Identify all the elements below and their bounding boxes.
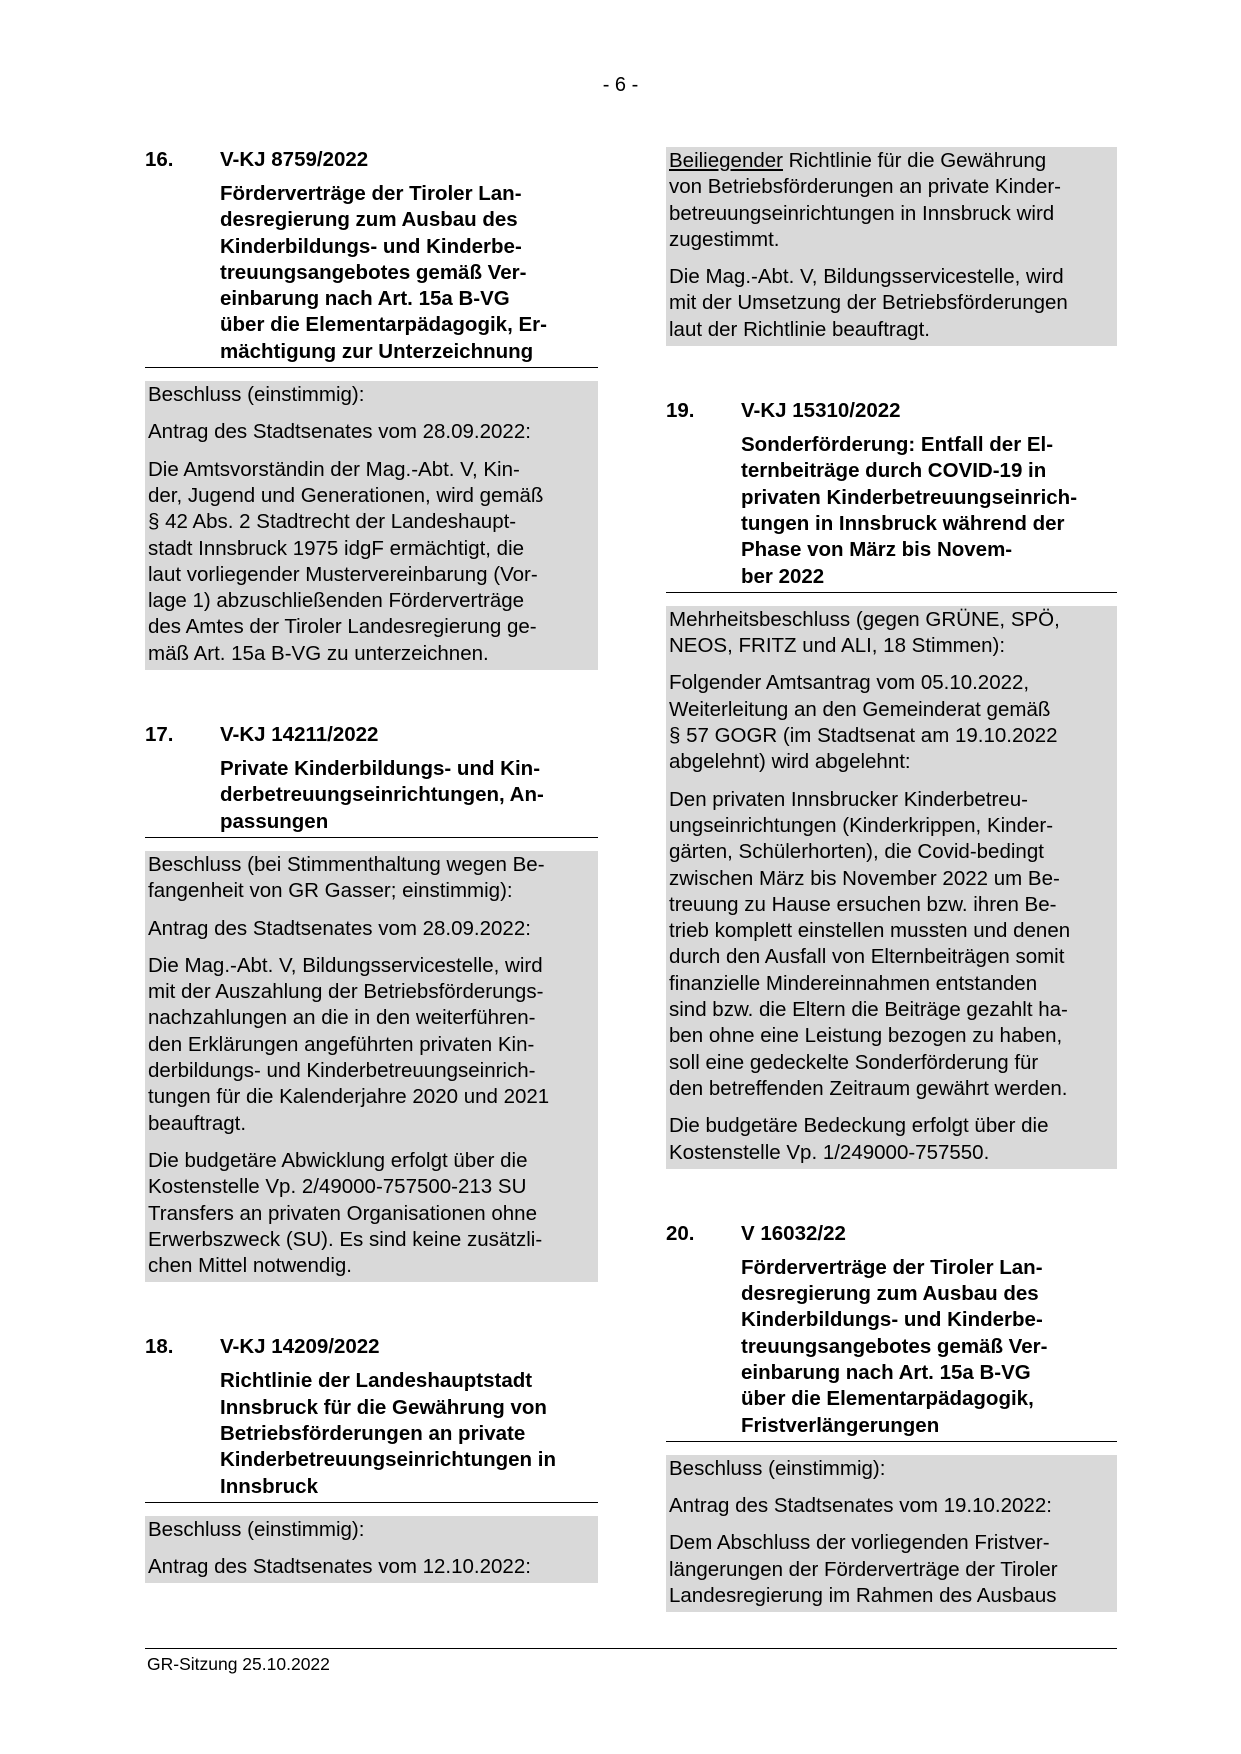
item-code: V-KJ 15310/2022 [741, 399, 901, 423]
footer: GR-Sitzung 25.10.2022 [147, 1654, 330, 1674]
paragraph: Antrag des Stadtsenates vom 19.10.2022: [669, 1494, 1052, 1518]
title-line: mächtigung zur Unterzeichnung [220, 339, 534, 363]
agenda-item-19 [666, 398, 1117, 1169]
footer-rule [145, 1648, 1117, 1649]
title-line: Betriebsförderungen an private [220, 1421, 526, 1445]
paragraph: Dem Abschluss der vorliegenden Fristver- längerungen der Förderverträge der Tiroler Landesregierung im Rahmen des Ausbaus [669, 1531, 1058, 1608]
title-line: Kinderbetreuungseinrichtungen in [220, 1448, 556, 1472]
title-line: treuungsangebotes gemäß Ver- [220, 260, 527, 284]
paragraph: Den privaten Innsbrucker Kinderbetreu- ungseinrichtungen (Kinderkrippen, Kinder- gärten, Schülerhorten), die Covid-bedingt zwischen März bis November 2022 um Be- treuung zu Hause ersuchen bzw. ihren Be- trieb komplett einstellen mussten und denen durch den Ausfall von Elternbeiträgen somit finanzielle Mindereinnahmen entstanden sind bzw. die Eltern die Beiträge gezahlt ha- ben ohne eine Leistung bezogen zu haben, soll eine gedeckelte Sonderförderung für den betreffenden Zeitraum gewährt werden. [669, 787, 1071, 1100]
paragraph: Die budgetäre Bedeckung erfolgt über die Kostenstelle Vp. 1/249000-757550. [669, 1114, 1049, 1164]
title-line: einbarung nach Art. 15a B-VG [741, 1360, 1031, 1384]
title-line: ber 2022 [741, 564, 825, 588]
decision-box [666, 1455, 1117, 1612]
item-header [145, 722, 598, 748]
item-number: 18. [145, 1335, 174, 1359]
title-line: Kinderbildungs- und Kinderbe- [741, 1308, 1043, 1332]
title-line: Innsbruck [220, 1474, 318, 1498]
item-number: 19. [666, 399, 695, 423]
paragraph: Beschluss (bei Stimmenthaltung wegen Be- fangenheit von GR Gasser; einstimmig): [148, 852, 545, 903]
title-line: desregierung zum Ausbau des [741, 1282, 1039, 1306]
agenda-item-18-continued [666, 147, 1117, 346]
item-title [741, 1255, 1117, 1441]
item-header [145, 147, 598, 173]
title-line: desregierung zum Ausbau des [220, 208, 518, 232]
item-title [741, 432, 1117, 592]
item-header [666, 1221, 1117, 1247]
title-rule [145, 1502, 598, 1503]
paragraph: Mehrheitsbeschluss (gegen GRÜNE, SPÖ, NEOS, FRITZ und ALI, 18 Stimmen): [669, 607, 1060, 658]
title-line: Förderverträge der Tiroler Lan- [741, 1255, 1043, 1279]
title-rule [145, 837, 598, 838]
item-code: V-KJ 8759/2022 [220, 148, 369, 171]
paragraph: Beschluss (einstimmig): [148, 1517, 365, 1541]
item-number: 17. [145, 723, 174, 747]
title-line: Richtlinie der Landeshauptstadt [220, 1369, 533, 1393]
agenda-item-17 [145, 722, 598, 1282]
item-title [220, 756, 598, 837]
paragraph: Beiliegender Richtlinie für die Gewährung von Betriebsförderungen an private Kinder- betreuungseinrichtungen in Innsbruck wird zugestimmt. [669, 149, 1062, 251]
title-line: Förderverträge der Tiroler Lan- [220, 182, 522, 205]
title-line: passungen [220, 809, 329, 833]
paragraph: Die Amtsvorständin der Mag.-Abt. V, Kin- der, Jugend und Generationen, wird gemäß § 42 Abs. 2 Stadtrecht der Landeshaupt- stadt Innsbruck 1975 idgF ermächtigt, die laut vorliegender Mustervereinbarung (Vor- lage 1) abzuschließenden Förderverträge des Amtes der Tiroler Landesregierung ge- mäß Art. 15a B-VG zu unterzeichnen. [148, 457, 544, 665]
paragraph: Die Mag.-Abt. V, Bildungsservicestelle, wird mit der Umsetzung der Betriebsförderungen laut der Richtlinie beauftragt. [669, 265, 1068, 341]
item-title [220, 1368, 598, 1501]
title-line: Sonderförderung: Entfall der El- [741, 433, 1054, 457]
agenda-item-16 [145, 147, 598, 670]
decision-box [145, 851, 598, 1282]
item-number: 16. [145, 148, 174, 171]
title-line: Phase von März bis Novem- [741, 538, 1013, 562]
title-line: Kinderbildungs- und Kinderbe- [220, 234, 522, 258]
title-line: treuungsangebotes gemäß Ver- [741, 1334, 1048, 1358]
title-line: ternbeiträge durch COVID-19 in [741, 459, 1047, 483]
page-number: - 6 - [602, 74, 639, 96]
title-line: einbarung nach Art. 15a B-VG [220, 287, 510, 311]
paragraph: Die budgetäre Abwicklung erfolgt über die Kostenstelle Vp. 2/49000-757500-213 SU Transfers an privaten Organisationen ohne Erwerbszweck (SU). Es sind keine zusätzli- chen Mittel notwendig. [148, 1148, 543, 1278]
paragraph: Antrag des Stadtsenates vom 28.09.2022: [148, 916, 531, 940]
title-line: Fristverlängerungen [741, 1413, 940, 1437]
title-line: derbetreuungseinrichtungen, An- [220, 783, 544, 807]
item-code: V-KJ 14211/2022 [220, 723, 379, 747]
title-line: Innsbruck für die Gewährung von [220, 1395, 547, 1419]
agenda-item-18 [145, 1334, 598, 1583]
agenda-item-20 [666, 1221, 1117, 1613]
item-code: V 16032/22 [741, 1221, 846, 1245]
item-number: 20. [666, 1221, 695, 1245]
left-column [145, 147, 598, 1583]
title-line: tungen in Innsbruck während der [741, 511, 1065, 535]
decision-box [666, 606, 1117, 1169]
paragraph: Beschluss (einstimmig): [669, 1456, 886, 1480]
decision-box [666, 147, 1117, 346]
paragraph: Die Mag.-Abt. V, Bildungsservicestelle, wird mit der Auszahlung der Betriebsförderungs- nachzahlungen an die in den weiterführen- den Erklärungen angeführten privaten Kin- derbildungs- und Kinderbetreuungseinrich- tungen für die Kalenderjahre 2020 und 2021 beauftragt. [148, 953, 550, 1135]
item-header [666, 398, 1117, 424]
title-line: über die Elementarpädagogik, Er- [220, 313, 547, 337]
decision-box [145, 1516, 598, 1584]
decision-box [145, 381, 598, 670]
title-line: über die Elementarpädagogik, [741, 1387, 1034, 1411]
title-rule [666, 592, 1117, 593]
paragraph: Folgender Amtsantrag vom 05.10.2022, Weiterleitung an den Gemeinderat gemäß § 57 GOGR (im Stadtsenat am 19.10.2022 abgelehnt) wird abgelehnt: [669, 671, 1058, 774]
title-line: privaten Kinderbetreuungseinrich- [741, 485, 1078, 509]
title-rule [666, 1441, 1117, 1442]
item-code: V-KJ 14209/2022 [220, 1335, 380, 1359]
paragraph: Beschluss (einstimmig): [148, 383, 365, 407]
paragraph: Antrag des Stadtsenates vom 12.10.2022: [148, 1555, 531, 1579]
title-line: Private Kinderbildungs- und Kin- [220, 757, 541, 781]
right-column [666, 147, 1117, 1612]
paragraph: Antrag des Stadtsenates vom 28.09.2022: [148, 420, 531, 444]
title-rule [145, 367, 598, 368]
item-title [220, 181, 598, 367]
item-header [145, 1334, 598, 1360]
